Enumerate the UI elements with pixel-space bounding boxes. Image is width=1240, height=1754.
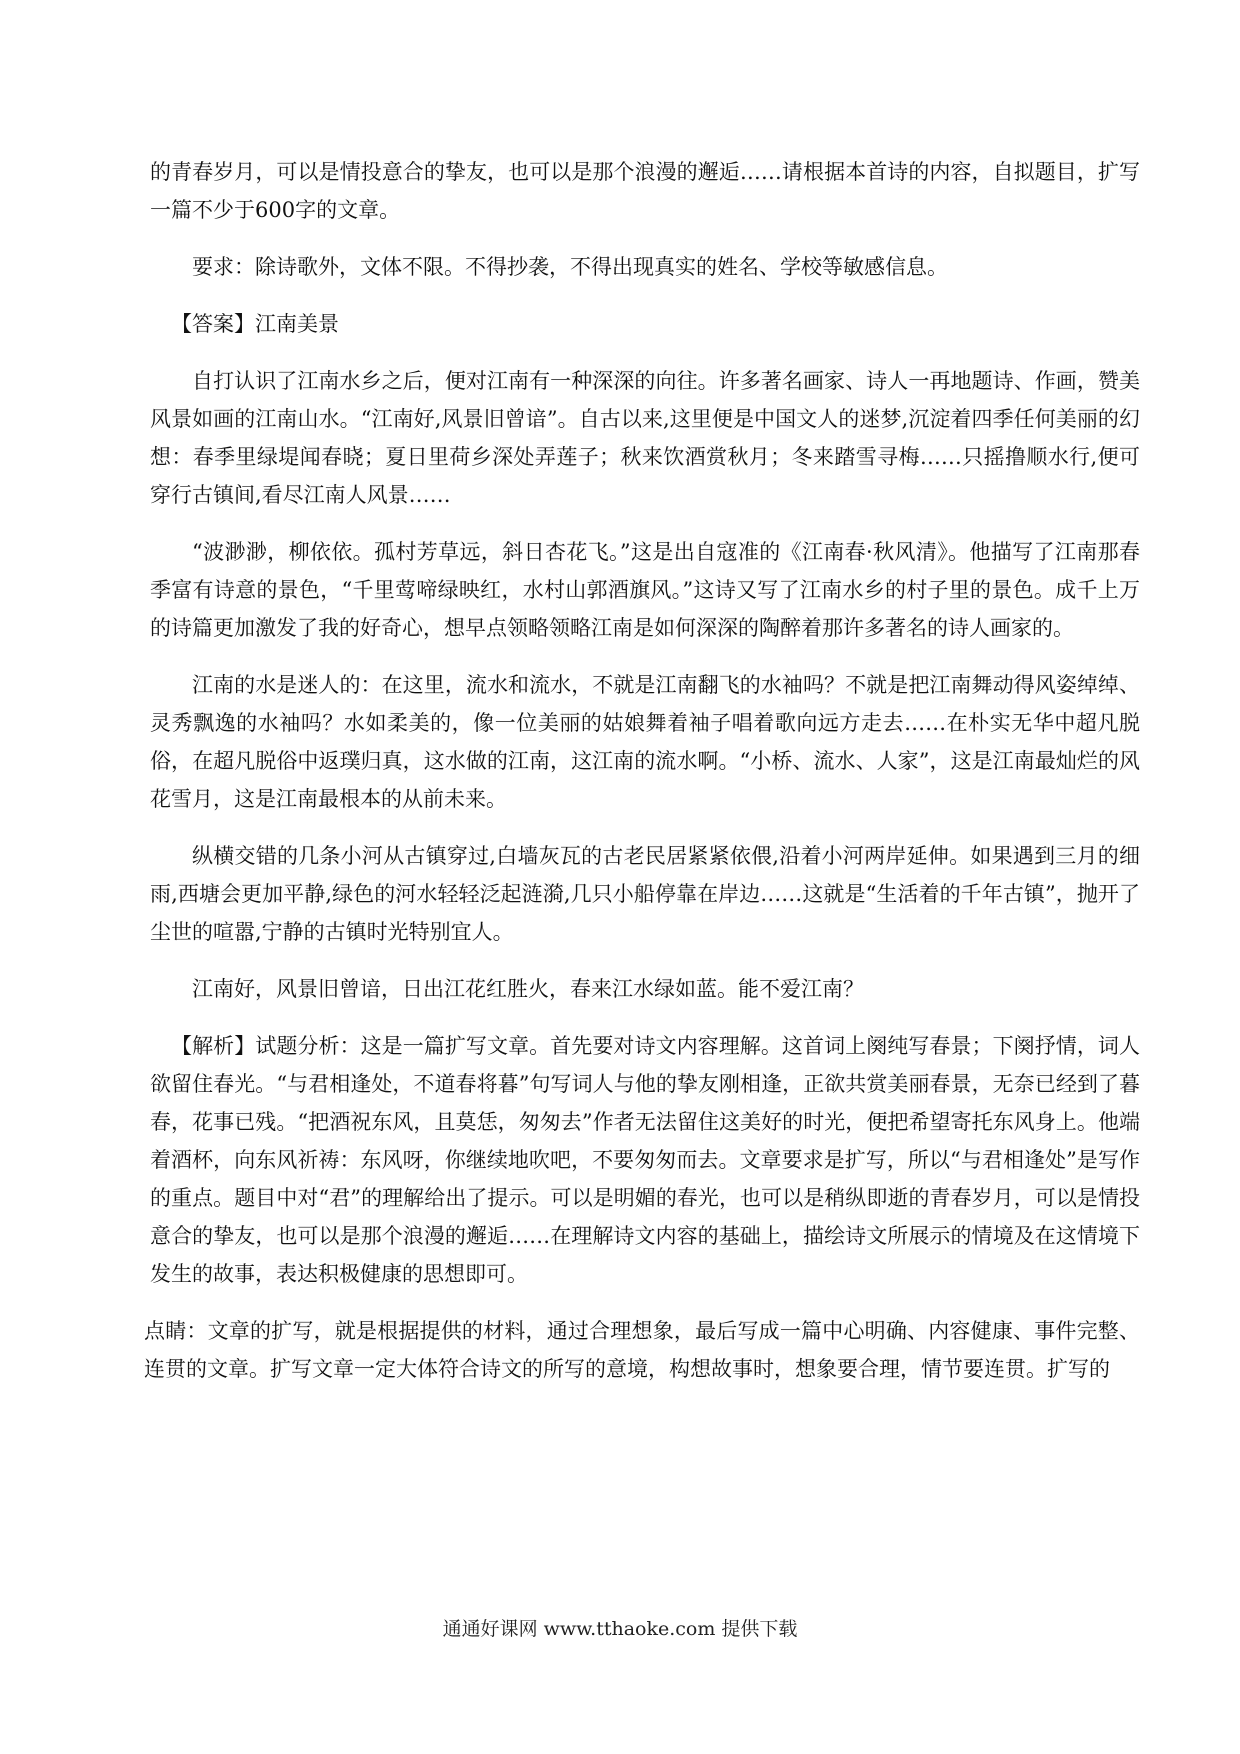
essay-paragraph-4: 纵横交错的几条小河从古镇穿过,白墙灰瓦的古老民居紧紧依偎,沿着小河两岸延伸。如果遇到三月的细雨,西塘会更加平静,绿色的河水轻轻泛起涟漪,几只小船停靠在岸边……这就是“生活着的千年古镇”，抛开了尘世的喧嚣,宁静的古镇时光特别宜人。 <box>150 844 1140 944</box>
analysis-paragraph: 【解析】试题分析：这是一篇扩写文章。首先要对诗文内容理解。这首词上阕纯写春景；下阕抒情，词人欲留住春光。“与君相逢处，不道春将暮”句写词人与他的挚友刚相逢，正欲共赏美丽春景，无奈已经到了暮春，花事已残。“把酒祝东风，且莫恁，匆匆去”作者无法留住这美好的时光，便把希望寄托东风身上。他端着酒杯，向东风祈祷：东风呀，你继续地吹吧，不要匆匆而去。文章要求是扩写，所以“与君相逢处”是写作的重点。题目中对“君”的理解给出了提示。可以是明媚的春光，也可以是稍纵即逝的青春岁月，可以是情投意合的挚友，也可以是那个浪漫的邂逅……在理解诗文内容的基础上，描绘诗文所展示的情境及在这情境下发生的故事，表达积极健康的思想即可。 <box>150 1034 1140 1286</box>
essay-paragraph-5: 江南好，风景旧曾谙，日出江花红胜火，春来江水绿如蓝。能不爱江南？ <box>192 977 864 1001</box>
answer-title: 【答案】江南美景 <box>171 312 339 336</box>
essay-paragraph-3: 江南的水是迷人的：在这里，流水和流水，不就是江南翻飞的水袖吗？不就是把江南舞动得风姿绰绰、灵秀飘逸的水袖吗？水如柔美的，像一位美丽的姑娘舞着袖子唱着歌向远方走去……在朴实无华中超凡脱俗，在超凡脱俗中返璞归真，这水做的江南，这江南的流水啊。“小桥、流水、人家”，这是江南最灿烂的风花雪月，这是江南最根本的从前未来。 <box>150 673 1140 811</box>
requirements-paragraph: 要求：除诗歌外，文体不限。不得抄袭，不得出现真实的姓名、学校等敏感信息。 <box>192 255 948 279</box>
key-point-paragraph: 点睛：文章的扩写，就是根据提供的材料，通过合理想象，最后写成一篇中心明确、内容健康、事件完整、连贯的文章。扩写文章一定大体符合诗文的所写的意境，构想故事时，想象要合理，情节要连贯。扩写的 <box>144 1319 1140 1381</box>
prompt-continued-paragraph: 的青春岁月，可以是情投意合的挚友，也可以是那个浪漫的邂逅……请根据本首诗的内容，自拟题目，扩写一篇不少于600字的文章。 <box>150 160 1140 222</box>
essay-paragraph-1: 自打认识了江南水乡之后，便对江南有一种深深的向往。许多著名画家、诗人一再地题诗、作画，赞美风景如画的江南山水。“江南好,风景旧曾谙”。自古以来,这里便是中国文人的迷梦,沉淀着四季任何美丽的幻想：春季里绿堤闻春晓；夏日里荷乡深处弄莲子；秋来饮酒赏秋月；冬来踏雪寻梅……只摇撸顺水行,便可穿行古镇间,看尽江南人风景…… <box>150 369 1140 507</box>
essay-paragraph-2: “波渺渺，柳依依。孤村芳草远，斜日杏花飞。”这是出自寇准的《江南春·秋风清》。他描写了江南那春季富有诗意的景色，“千里莺啼绿映红，水村山郭酒旗风。”这诗又写了江南水乡的村子里的景色。成千上万的诗篇更加激发了我的好奇心，想早点领略领略江南是如何深深的陶醉着那许多著名的诗人画家的。 <box>150 540 1140 640</box>
page-footer: 通通好课网 www.tthaoke.com 提供下载 <box>442 1618 798 1640</box>
document-body <box>144 153 1140 1388</box>
